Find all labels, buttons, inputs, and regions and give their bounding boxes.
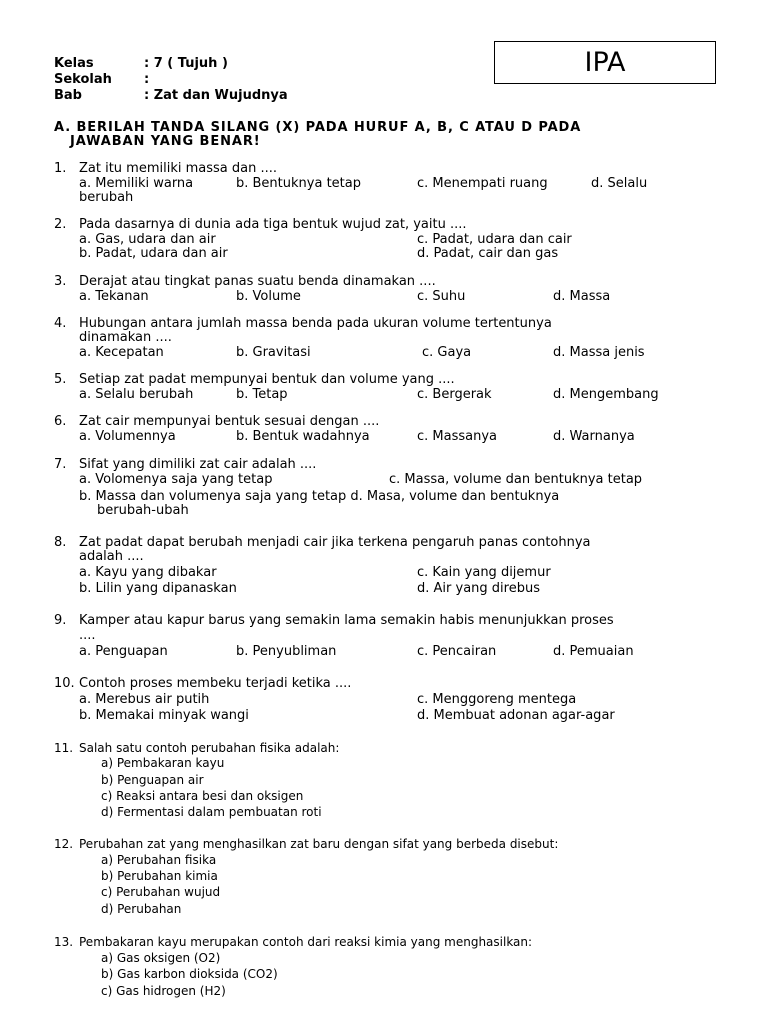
question-number: 12. <box>54 837 74 851</box>
subject-box: IPA <box>494 41 716 84</box>
instruction-line-2: JAWABAN YANG BENAR! <box>70 134 261 149</box>
question-text: Contoh proses membeku terjadi ketika .... <box>79 676 352 691</box>
option-c: c. Kain yang dijemur <box>417 565 551 580</box>
option-b: b. Memakai minyak wangi <box>79 708 249 723</box>
option-d: d. Selalu <box>591 176 648 191</box>
option-d: d) Fermentasi dalam pembuatan roti <box>101 805 322 819</box>
question-text: Pada dasarnya di dunia ada tiga bentuk wujud zat, yaitu .... <box>79 217 467 232</box>
option-c: c. Suhu <box>417 289 466 304</box>
question-text-continued: dinamakan .... <box>79 330 172 345</box>
option-d: d. Padat, cair dan gas <box>417 246 559 261</box>
option-d: d) Perubahan <box>101 902 182 916</box>
option-c: c) Perubahan wujud <box>101 885 221 899</box>
question-text: Kamper atau kapur barus yang semakin lama semakin habis menunjukkan proses <box>79 613 614 628</box>
option-a: a. Kayu yang dibakar <box>79 565 217 580</box>
option-b: b. Tetap <box>236 387 288 402</box>
option-b: b. Volume <box>236 289 301 304</box>
option-c: c. Gaya <box>422 345 472 360</box>
question-number: 13. <box>54 935 74 949</box>
question-text: Salah satu contoh perubahan fisika adalah: <box>79 741 340 755</box>
question-text: Perubahan zat yang menghasilkan zat baru dengan sifat yang berbeda disebut: <box>79 837 559 851</box>
sekolah-value: : <box>144 72 150 87</box>
option-d-continued: berubah <box>79 190 134 205</box>
option-d: d. Membuat adonan agar-agar <box>417 708 615 723</box>
question-number: 9. <box>54 613 67 628</box>
question-number: 2. <box>54 217 67 232</box>
question-number: 6. <box>54 414 67 429</box>
option-a: a) Gas oksigen (O2) <box>101 951 221 965</box>
option-b: b. Lilin yang dipanaskan <box>79 581 237 596</box>
question-number: 8. <box>54 535 67 550</box>
question-number: 3. <box>54 274 67 289</box>
option-b: b) Perubahan kimia <box>101 869 218 883</box>
sekolah-label: Sekolah <box>54 72 112 87</box>
option-c: c) Reaksi antara besi dan oksigen <box>101 789 304 803</box>
option-b-and-d: b. Massa dan volumenya saja yang tetap d. Masa, volume dan bentuknya <box>79 489 560 504</box>
option-a: a) Pembakaran kayu <box>101 756 225 770</box>
option-d: d. Massa <box>553 289 611 304</box>
option-a: a. Gas, udara dan air <box>79 232 216 247</box>
option-c: c. Bergerak <box>417 387 492 402</box>
option-c: c. Padat, udara dan cair <box>417 232 572 247</box>
option-d: d. Air yang direbus <box>417 581 540 596</box>
kelas-label: Kelas <box>54 56 94 71</box>
option-a: a. Penguapan <box>79 644 168 659</box>
option-b: b. Bentuk wadahnya <box>236 429 370 444</box>
option-a: a. Kecepatan <box>79 345 164 360</box>
option-d-continued: berubah-ubah <box>97 503 189 518</box>
option-c: c. Menggoreng mentega <box>417 692 577 707</box>
option-a: a. Selalu berubah <box>79 387 194 402</box>
option-b: b) Gas karbon dioksida (CO2) <box>101 967 278 981</box>
option-d: d. Warnanya <box>553 429 635 444</box>
question-text: Pembakaran kayu merupakan contoh dari reaksi kimia yang menghasilkan: <box>79 935 533 949</box>
option-d: d. Pemuaian <box>553 644 634 659</box>
question-number: 7. <box>54 457 67 472</box>
question-text: Derajat atau tingkat panas suatu benda dinamakan .... <box>79 274 436 289</box>
option-b: b. Padat, udara dan air <box>79 246 228 261</box>
instruction-line-1: A. BERILAH TANDA SILANG (X) PADA HURUF A, B, C ATAU D PADA <box>54 120 582 135</box>
option-a: a) Perubahan fisika <box>101 853 217 867</box>
question-number: 1. <box>54 161 67 176</box>
option-a: a. Tekanan <box>79 289 149 304</box>
option-b: b. Bentuknya tetap <box>236 176 361 191</box>
question-number: 10. <box>54 676 75 691</box>
question-text: Zat padat dapat berubah menjadi cair jika terkena pengaruh panas contohnya <box>79 535 591 550</box>
question-text-continued: adalah .... <box>79 549 144 564</box>
question-number: 11. <box>54 741 74 755</box>
question-number: 4. <box>54 316 67 331</box>
bab-label: Bab <box>54 88 82 103</box>
option-c: c) Gas hidrogen (H2) <box>101 984 226 998</box>
option-c: c. Massa, volume dan bentuknya tetap <box>389 472 643 487</box>
option-a: a. Merebus air putih <box>79 692 210 707</box>
question-text: Zat itu memiliki massa dan .... <box>79 161 278 176</box>
option-b: b. Gravitasi <box>236 345 311 360</box>
option-c: c. Pencairan <box>417 644 497 659</box>
option-b: b) Penguapan air <box>101 773 204 787</box>
option-d: d. Mengembang <box>553 387 659 402</box>
option-a: a. Volumennya <box>79 429 176 444</box>
question-text: Hubungan antara jumlah massa benda pada ukuran volume tertentunya <box>79 316 552 331</box>
question-number: 5. <box>54 372 67 387</box>
option-c: c. Massanya <box>417 429 498 444</box>
question-text: Sifat yang dimiliki zat cair adalah .... <box>79 457 317 472</box>
question-text: Setiap zat padat mempunyai bentuk dan volume yang .... <box>79 372 455 387</box>
option-a: a. Volomenya saja yang tetap <box>79 472 273 487</box>
question-text: Zat cair mempunyai bentuk sesuai dengan .... <box>79 414 380 429</box>
kelas-value: : 7 ( Tujuh ) <box>144 56 228 71</box>
option-b: b. Penyubliman <box>236 644 337 659</box>
option-a: a. Memiliki warna <box>79 176 194 191</box>
option-c: c. Menempati ruang <box>417 176 548 191</box>
question-text-continued: .... <box>79 628 96 643</box>
bab-value: : Zat dan Wujudnya <box>144 88 288 103</box>
option-d: d. Massa jenis <box>553 345 645 360</box>
